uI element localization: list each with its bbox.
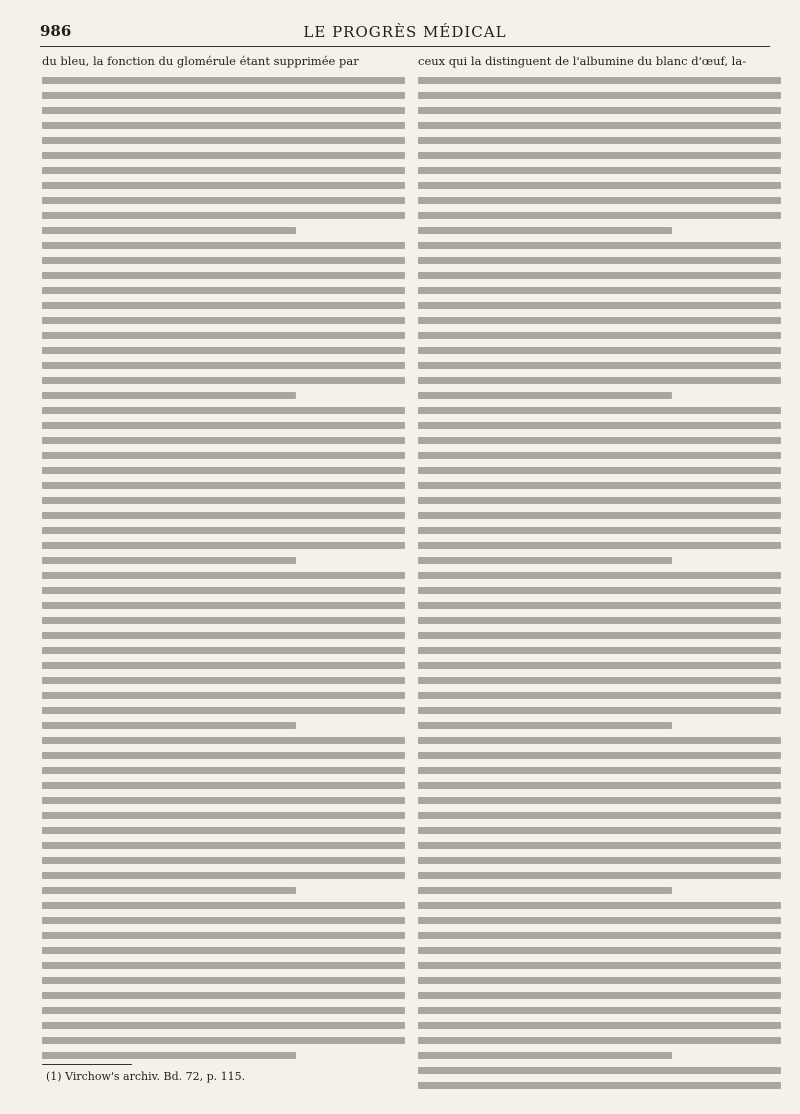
text-line-placeholder	[42, 272, 405, 279]
text-line-placeholder	[42, 452, 405, 459]
text-line-placeholder	[418, 692, 781, 699]
text-line-placeholder	[42, 77, 405, 84]
text-line-placeholder	[418, 647, 781, 654]
text-line-placeholder	[418, 227, 672, 234]
text-line-placeholder	[418, 737, 781, 744]
text-line-placeholder	[42, 212, 405, 219]
text-line-placeholder	[42, 617, 405, 624]
text-line-placeholder	[42, 1007, 405, 1014]
text-line-placeholder	[42, 722, 296, 729]
text-line-placeholder	[418, 467, 781, 474]
text-line-placeholder	[42, 797, 405, 804]
text-line-placeholder	[418, 347, 781, 354]
footnote: (1) Virchow's archiv. Bd. 72, p. 115.	[46, 1070, 246, 1083]
text-line-placeholder	[418, 827, 781, 834]
text-line-placeholder	[42, 587, 405, 594]
text-line-placeholder	[42, 917, 405, 924]
text-line-placeholder	[418, 992, 781, 999]
text-line-placeholder	[418, 617, 781, 624]
text-line-placeholder	[418, 542, 781, 549]
text-line-placeholder	[418, 842, 781, 849]
text-line-placeholder	[418, 587, 781, 594]
journal-title: LE PROGRÈS MÉDICAL	[303, 23, 507, 41]
text-line-placeholder	[42, 947, 405, 954]
right-column	[418, 54, 781, 1089]
text-line-placeholder	[42, 932, 405, 939]
text-line-placeholder	[42, 782, 405, 789]
text-line-placeholder	[418, 902, 781, 909]
text-line-placeholder	[42, 602, 405, 609]
text-line-placeholder	[42, 122, 405, 129]
text-line-placeholder	[418, 1022, 781, 1029]
text-line-placeholder	[42, 1037, 405, 1044]
text-line-placeholder	[42, 662, 405, 669]
text-line-placeholder	[42, 572, 405, 579]
text-line-placeholder	[418, 797, 781, 804]
text-line-placeholder	[42, 872, 405, 879]
text-line-placeholder	[42, 677, 405, 684]
text-line-placeholder	[418, 377, 781, 384]
text-line-placeholder	[42, 392, 296, 399]
text-line-placeholder	[418, 422, 781, 429]
text-line-placeholder	[418, 302, 781, 309]
text-line-placeholder	[42, 902, 405, 909]
text-line-placeholder	[42, 527, 405, 534]
text-line-placeholder	[42, 362, 405, 369]
text-line-placeholder	[42, 512, 405, 519]
text-line-placeholder	[418, 1067, 781, 1074]
text-line-placeholder	[42, 227, 296, 234]
text-line-placeholder	[418, 932, 781, 939]
text-line-placeholder	[42, 347, 405, 354]
text-line-placeholder	[42, 302, 405, 309]
text-line-placeholder	[418, 437, 781, 444]
text-line-placeholder	[418, 557, 672, 564]
text-line-placeholder	[418, 497, 781, 504]
text-line-placeholder	[418, 77, 781, 84]
text-line-placeholder	[42, 167, 405, 174]
text-line-placeholder	[42, 332, 405, 339]
text-line-placeholder	[418, 1007, 781, 1014]
text-line-placeholder	[418, 257, 781, 264]
text-line-placeholder	[418, 512, 781, 519]
text-line-placeholder	[42, 107, 405, 114]
text-line-placeholder	[42, 542, 405, 549]
text-line-placeholder	[42, 437, 405, 444]
text-line-placeholder	[42, 422, 405, 429]
text-line-placeholder	[42, 557, 296, 564]
text-line-placeholder	[42, 152, 405, 159]
text-line-placeholder	[42, 257, 405, 264]
text-line-placeholder	[418, 1052, 672, 1059]
text-line-placeholder	[418, 152, 781, 159]
text-line-placeholder	[42, 842, 405, 849]
text-line-placeholder	[418, 137, 781, 144]
footnote-rule	[42, 1064, 132, 1065]
text-line-placeholder	[418, 122, 781, 129]
text-line-placeholder	[418, 782, 781, 789]
text-line-placeholder	[418, 317, 781, 324]
text-line-placeholder	[42, 767, 405, 774]
text-line-placeholder	[418, 167, 781, 174]
text-line-placeholder	[42, 377, 405, 384]
text-line-placeholder	[418, 287, 781, 294]
text-line-placeholder	[418, 392, 672, 399]
text-line-placeholder	[42, 707, 405, 714]
page-number: 986	[40, 22, 72, 40]
text-line-placeholder	[42, 1022, 405, 1029]
text-line-placeholder	[418, 482, 781, 489]
text-line-placeholder	[418, 767, 781, 774]
text-line-placeholder	[42, 827, 405, 834]
text-line-placeholder	[418, 572, 781, 579]
text-line-placeholder	[418, 722, 672, 729]
text-line-placeholder	[418, 632, 781, 639]
text-line-placeholder	[418, 182, 781, 189]
text-line-placeholder	[418, 887, 672, 894]
text-line-placeholder	[418, 107, 781, 114]
text-line-placeholder	[42, 752, 405, 759]
text-line-placeholder	[42, 887, 296, 894]
text-line-placeholder	[42, 482, 405, 489]
text-line-placeholder	[42, 137, 405, 144]
left-column-first-line: du bleu, la fonction du glomérule étant supprimée par	[42, 54, 359, 68]
text-line-placeholder	[418, 707, 781, 714]
text-line-placeholder	[42, 692, 405, 699]
text-line-placeholder	[418, 452, 781, 459]
text-line-placeholder	[418, 962, 781, 969]
text-line-placeholder	[418, 197, 781, 204]
text-line-placeholder	[418, 1037, 781, 1044]
text-line-placeholder	[42, 182, 405, 189]
right-column-first-line: ceux qui la distinguent de l'albumine du blanc d'œuf, la-	[418, 54, 747, 68]
text-line-placeholder	[42, 92, 405, 99]
text-line-placeholder	[418, 1082, 781, 1089]
text-line-placeholder	[42, 467, 405, 474]
text-line-placeholder	[418, 92, 781, 99]
left-column	[42, 54, 405, 1059]
text-line-placeholder	[42, 812, 405, 819]
text-line-placeholder	[418, 977, 781, 984]
text-line-placeholder	[418, 872, 781, 879]
text-line-placeholder	[42, 497, 405, 504]
text-line-placeholder	[418, 212, 781, 219]
text-line-placeholder	[418, 407, 781, 414]
text-line-placeholder	[42, 977, 405, 984]
text-line-placeholder	[418, 752, 781, 759]
text-line-placeholder	[418, 602, 781, 609]
text-line-placeholder	[42, 317, 405, 324]
text-line-placeholder	[42, 287, 405, 294]
text-line-placeholder	[42, 407, 405, 414]
text-line-placeholder	[418, 362, 781, 369]
text-line-placeholder	[42, 992, 405, 999]
text-line-placeholder	[418, 857, 781, 864]
text-line-placeholder	[418, 662, 781, 669]
text-line-placeholder	[418, 947, 781, 954]
text-line-placeholder	[42, 242, 405, 249]
page-header	[40, 20, 770, 47]
text-line-placeholder	[418, 242, 781, 249]
text-line-placeholder	[418, 677, 781, 684]
text-line-placeholder	[42, 647, 405, 654]
text-line-placeholder	[418, 332, 781, 339]
text-line-placeholder	[42, 1052, 296, 1059]
text-line-placeholder	[42, 632, 405, 639]
text-line-placeholder	[42, 737, 405, 744]
text-line-placeholder	[42, 197, 405, 204]
text-line-placeholder	[418, 527, 781, 534]
text-line-placeholder	[418, 272, 781, 279]
text-line-placeholder	[42, 962, 405, 969]
text-line-placeholder	[418, 917, 781, 924]
text-line-placeholder	[418, 812, 781, 819]
text-line-placeholder	[42, 857, 405, 864]
